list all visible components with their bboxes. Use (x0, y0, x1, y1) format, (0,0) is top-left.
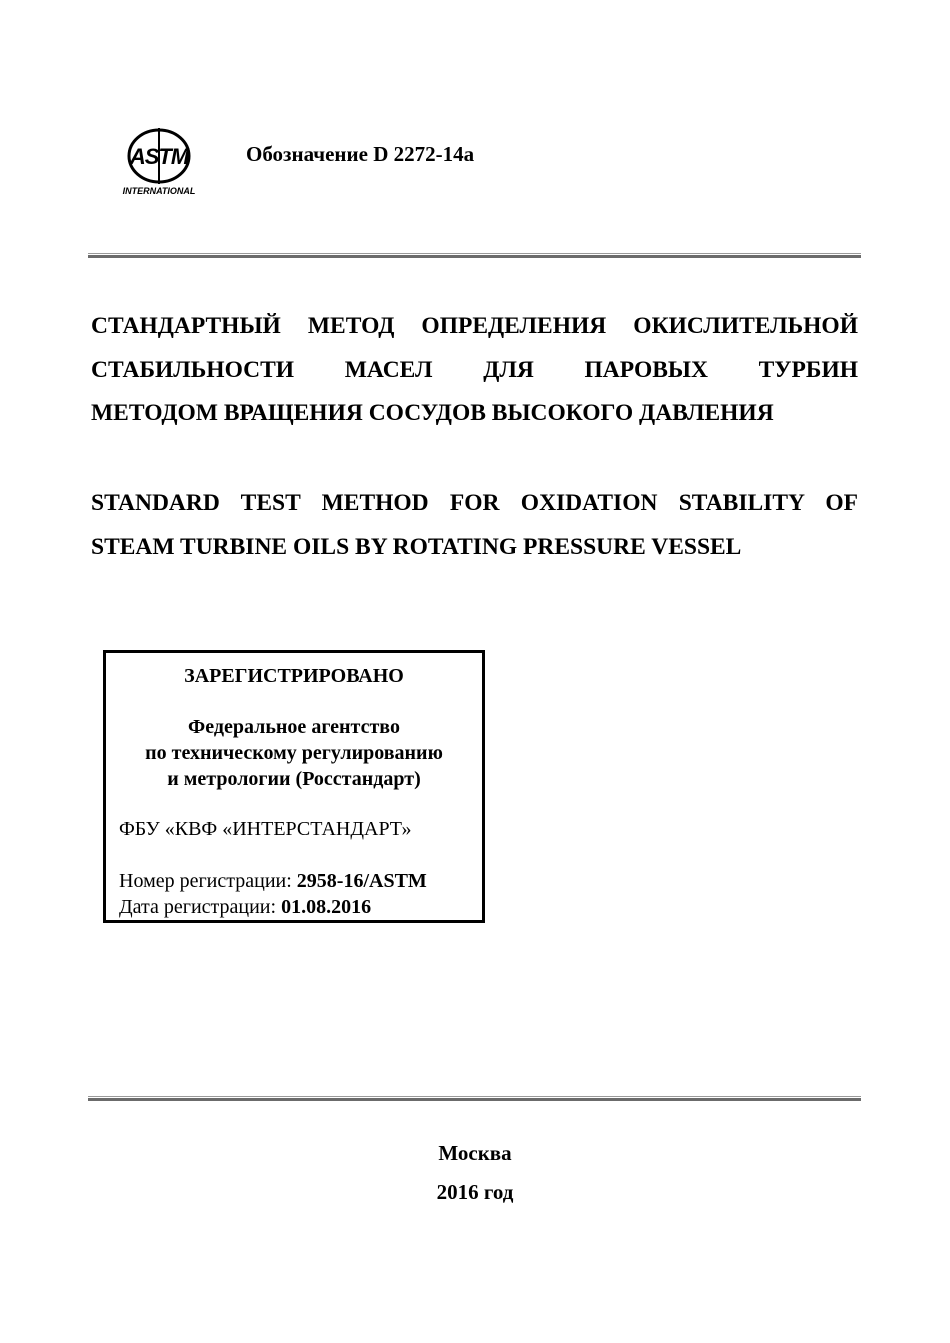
astm-logo (118, 126, 200, 198)
registration-number-row (119, 868, 427, 894)
top-divider (88, 253, 861, 258)
russian-title-line: СТАБИЛЬНОСТИ МАСЕЛ ДЛЯ ПАРОВЫХ ТУРБИН (91, 356, 858, 383)
registration-date-value: 01.08.2016 (281, 896, 372, 918)
bottom-divider (88, 1096, 861, 1101)
document-designation: Обозначение D 2272-14a (246, 142, 475, 166)
russian-title (91, 305, 858, 436)
registration-organization: ФБУ «КВФ «ИНТЕРСТАНДАРТ» (119, 818, 412, 840)
agency-line: по техническому регулированию (145, 742, 443, 764)
registration-heading: ЗАРЕГИСТРИРОВАНО (184, 665, 404, 687)
astm-logo-subtitle: INTERNATIONAL (122, 186, 196, 196)
registration-box (103, 650, 485, 923)
registration-number-value: 2958-16/ASTM (296, 870, 427, 892)
russian-title-line: МЕТОДОМ ВРАЩЕНИЯ СОСУДОВ ВЫСОКОГО ДАВЛЕНИЯ (91, 400, 774, 426)
agency-line: и метрологии (Росстандарт) (167, 768, 421, 790)
registration-agency (106, 714, 482, 792)
registration-date-row (119, 894, 427, 920)
astm-logo-letters: ASTM (129, 144, 189, 169)
registration-date-label: Дата регистрации: (119, 896, 277, 918)
publication-year: 2016 год (436, 1180, 514, 1204)
english-title-line: STEAM TURBINE OILS BY ROTATING PRESSURE VESSEL (91, 534, 742, 560)
english-title (91, 481, 858, 569)
russian-title-line: СТАНДАРТНЫЙ МЕТОД ОПРЕДЕЛЕНИЯ ОКИСЛИТЕЛЬНОЙ (91, 313, 858, 339)
agency-line: Федеральное агентство (188, 716, 400, 738)
registration-details (119, 868, 427, 920)
registration-number-label: Номер регистрации: (119, 870, 292, 892)
english-title-line: STANDARD TEST METHOD FOR OXIDATION STABILITY OF (91, 490, 858, 516)
publication-city: Москва (438, 1141, 512, 1165)
